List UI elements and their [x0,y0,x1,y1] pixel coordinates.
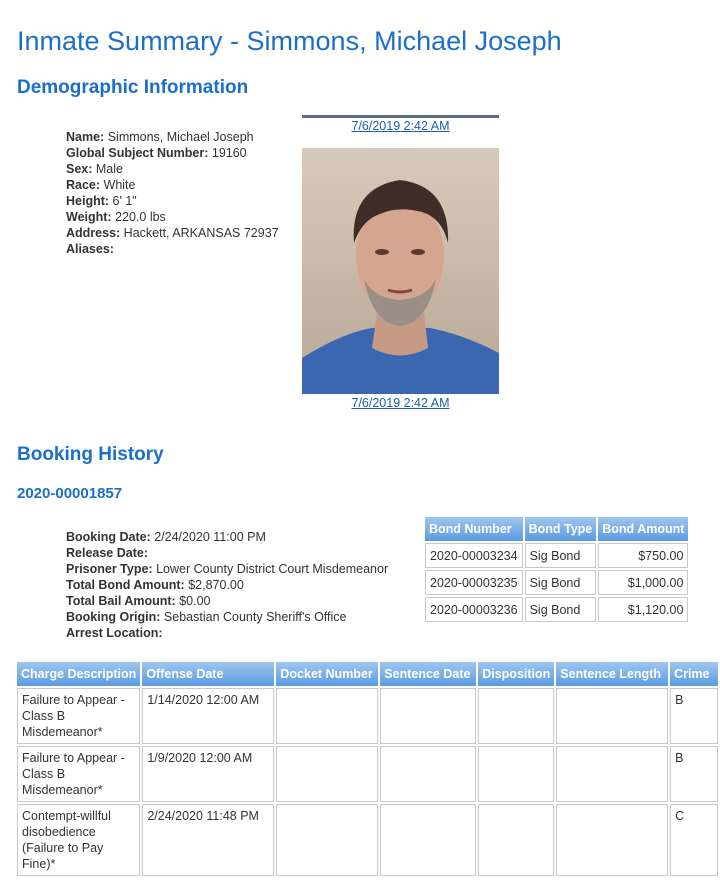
arrest-location: Arrest Location: [66,626,163,640]
offense-date-cell: 1/9/2020 12:00 AM [142,746,274,802]
charges-table [15,660,720,878]
bond-amount-cell: $1,120.00 [598,597,688,622]
sentence-date-header[interactable]: Sentence Date [380,662,476,686]
demo-weight: Weight: 220.0 lbs [66,210,166,224]
booking-origin: Booking Origin: Sebastian County Sheriff's Office [66,610,347,624]
crime-class-cell: C [670,804,718,876]
sentence-length-cell [556,804,668,876]
photo-date-link-top[interactable]: 7/6/2019 2:42 AM [351,119,450,133]
crime-class-cell: B [670,688,718,744]
charges-table-header [17,662,718,686]
demo-name: Name: Simmons, Michael Joseph [66,130,254,144]
table-row [17,804,718,876]
offense-date-cell: 1/14/2020 12:00 AM [142,688,274,744]
docket-number-header[interactable]: Docket Number [276,662,378,686]
disposition-cell [478,746,554,802]
bond-amount-header[interactable]: Bond Amount [598,517,688,541]
offense-date-header[interactable]: Offense Date [142,662,274,686]
disposition-cell [478,688,554,744]
table-row [425,543,688,568]
page-title: Inmate Summary - Simmons, Michael Joseph [17,26,562,56]
bond-table [423,515,690,624]
booking-info [66,529,388,641]
booking-number: 2020-00001857 [17,485,123,502]
docket-number-cell [276,746,378,802]
demo-global-subject-number: Global Subject Number: 19160 [66,146,247,160]
charge-description-cell: Contempt-willful disobedience (Failure to Pay Fine)* [17,804,140,876]
booking-date: Booking Date: 2/24/2020 11:00 PM [66,530,266,544]
disposition-cell [478,804,554,876]
bond-amount-cell: $750.00 [598,543,688,568]
demo-address: Address: Hackett, ARKANSAS 72937 [66,226,279,240]
bond-type-cell: Sig Bond [525,570,597,595]
bond-amount-cell: $1,000.00 [598,570,688,595]
charge-description-cell: Failure to Appear - Class B Misdemeanor* [17,688,140,744]
charge-description-header[interactable]: Charge Description [17,662,140,686]
table-row [425,570,688,595]
bond-number-cell: 2020-00003235 [425,570,523,595]
release-date: Release Date: [66,546,148,560]
sentence-length-cell [556,688,668,744]
photo-thumbnail-bar [302,115,499,118]
disposition-header[interactable]: Disposition [478,662,554,686]
table-row [17,688,718,744]
sentence-date-cell [380,688,476,744]
bond-table-header [425,517,688,541]
bond-type-cell: Sig Bond [525,543,597,568]
table-row [17,746,718,802]
sentence-date-cell [380,746,476,802]
sentence-length-cell [556,746,668,802]
bond-type-header[interactable]: Bond Type [525,517,597,541]
sentence-length-header[interactable]: Sentence Length [556,662,668,686]
demo-race: Race: White [66,178,136,192]
offense-date-cell: 2/24/2020 11:48 PM [142,804,274,876]
demographic-info [66,129,279,257]
total-bail-amount: Total Bail Amount: $0.00 [66,594,211,608]
demo-aliases: Aliases: [66,242,114,256]
charge-description-cell: Failure to Appear - Class B Misdemeanor* [17,746,140,802]
crime-class-cell: B [670,746,718,802]
mugshot-photo[interactable] [302,148,499,394]
prisoner-type: Prisoner Type: Lower County District Court Misdemeanor [66,562,389,576]
total-bond-amount: Total Bond Amount: $2,870.00 [66,578,244,592]
bond-number-header[interactable]: Bond Number [425,517,523,541]
photo-date-link-bottom[interactable]: 7/6/2019 2:42 AM [351,396,450,410]
mugshot-image [302,148,499,394]
crime-header[interactable]: Crime [670,662,718,686]
docket-number-cell [276,804,378,876]
sentence-date-cell [380,804,476,876]
table-row [425,597,688,622]
bond-type-cell: Sig Bond [525,597,597,622]
bond-number-cell: 2020-00003234 [425,543,523,568]
booking-history-heading: Booking History [17,444,164,465]
demo-sex: Sex: Male [66,162,123,176]
docket-number-cell [276,688,378,744]
demo-height: Height: 6' 1" [66,194,137,208]
bond-number-cell: 2020-00003236 [425,597,523,622]
demographic-heading: Demographic Information [17,77,249,98]
